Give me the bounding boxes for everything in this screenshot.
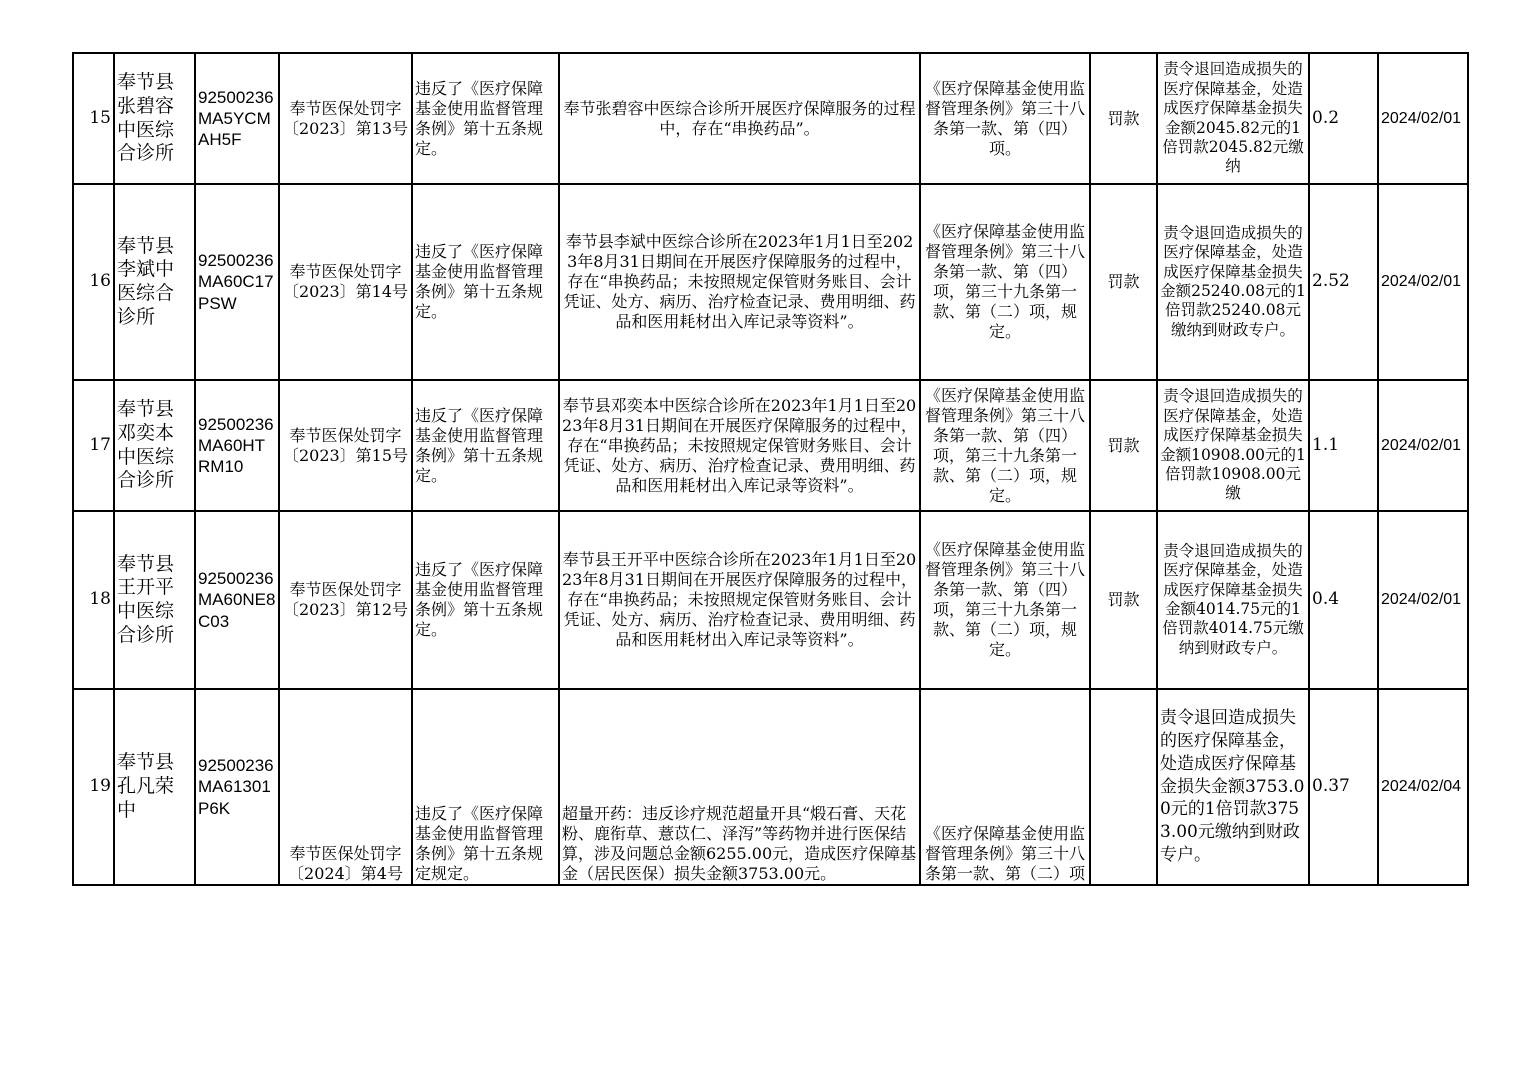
violation-basis: 违反了《医疗保障基金使用监督管理条例》第十五条规定。 (412, 511, 559, 689)
entity-name: 奉节县李斌中医综合诊所 (114, 184, 195, 380)
penalty-amount: 1.1 (1309, 380, 1378, 511)
violation-facts: 奉节县王开平中医综合诊所在2023年1月1日至2023年8月31日期间在开展医疗保障服务的过程中，存在“串换药品；未按照规定保管财务账目、会计凭证、处方、病历、治疗检查记录、费用明细、药品和医用耗材出入库记录等资料”。 (559, 511, 920, 689)
penalty-result (1157, 53, 1309, 184)
row-number: 18 (73, 511, 114, 689)
violation-basis: 违反了《医疗保障基金使用监督管理条例》第十五条规定。 (412, 380, 559, 511)
penalty-date: 2024/02/04 (1378, 689, 1468, 885)
penalty-document-number: 奉节医保处罚字〔2023〕第12号 (279, 511, 412, 689)
table-row (73, 184, 1468, 380)
penalty-law-basis: 《医疗保障基金使用监督管理条例》第三十八条第一款、第（四）项。 (920, 53, 1090, 184)
penalty-law-basis: 《医疗保障基金使用监督管理条例》第三十八条第一款、第（二）项 (920, 689, 1090, 885)
entity-name: 奉节县王开平中医综合诊所 (114, 511, 195, 689)
penalty-type (1090, 689, 1157, 885)
table-row (73, 511, 1468, 689)
penalty-date: 2024/02/01 (1378, 511, 1468, 689)
penalty-result: 责令退回造成损失的医疗保障基金，处造成医疗保障基金损失金额4014.75元的1倍罚款4014.75元缴纳到财政专户。 (1157, 511, 1309, 689)
row-number: 15 (73, 53, 114, 184)
penalty-type: 罚款 (1090, 53, 1157, 184)
table-row (73, 53, 1468, 184)
entity-name: 奉节县邓奕本中医综合诊所 (114, 380, 195, 511)
violation-facts: 奉节张碧容中医综合诊所开展医疗保障服务的过程中，存在“串换药品”。 (559, 53, 920, 184)
penalty-amount: 0.2 (1309, 53, 1378, 184)
penalty-amount: 0.37 (1309, 689, 1378, 885)
table-row (73, 380, 1468, 511)
penalty-table (72, 52, 1469, 886)
penalty-document-number: 奉节医保处罚字〔2023〕第14号 (279, 184, 412, 380)
credit-code: 92500236MA60HTRM10 (195, 380, 279, 511)
violation-facts: 超量开药：违反诊疗规范超量开具“煅石膏、天花粉、鹿衔草、薏苡仁、泽泻”等药物并进行医保结算，涉及问题总金额6255.00元，造成医疗保障基金（居民医保）损失金额3753.00元。 (559, 689, 920, 885)
entity-name: 奉节县张碧容中医综合诊所 (114, 53, 195, 184)
violation-basis: 违反了《医疗保障基金使用监督管理条例》第十五条规定。 (412, 53, 559, 184)
penalty-date: 2024/02/01 (1378, 184, 1468, 380)
row-number: 17 (73, 380, 114, 511)
penalty-document-number: 奉节医保处罚字〔2024〕第4号 (279, 689, 412, 885)
penalty-date: 2024/02/01 (1378, 380, 1468, 511)
credit-code: 92500236MA60NE8C03 (195, 511, 279, 689)
penalty-type: 罚款 (1090, 380, 1157, 511)
penalty-date: 2024/02/01 (1378, 53, 1468, 184)
table-row (73, 689, 1468, 885)
penalty-result-text: 责令退回造成损失的医疗保障基金，处造成医疗保障基金损失金额2045.82元的1倍罚款2045.82元缴纳 (1162, 60, 1304, 176)
penalty-amount: 2.52 (1309, 184, 1378, 380)
entity-name: 奉节县孔凡荣中 (114, 689, 195, 885)
penalty-result (1157, 380, 1309, 511)
violation-facts (559, 380, 920, 511)
penalty-amount: 0.4 (1309, 511, 1378, 689)
violation-facts: 奉节县李斌中医综合诊所在2023年1月1日至2023年8月31日期间在开展医疗保障服务的过程中，存在“串换药品；未按照规定保管财务账目、会计凭证、处方、病历、治疗检查记录、费用明细、药品和医用耗材出入库记录等资料”。 (559, 184, 920, 380)
credit-code: 92500236MA5YCMAH5F (195, 53, 279, 184)
row-number: 16 (73, 184, 114, 380)
row-number: 19 (73, 689, 114, 885)
violation-basis: 违反了《医疗保障基金使用监督管理条例》第十五条规定。 (412, 184, 559, 380)
penalty-type: 罚款 (1090, 184, 1157, 380)
penalty-law-basis: 《医疗保障基金使用监督管理条例》第三十八条第一款、第（四）项，第三十九条第一款、第（二）项，规定。 (920, 511, 1090, 689)
violation-basis: 违反了《医疗保障基金使用监督管理条例》第十五条规定规定。 (412, 689, 559, 885)
violation-facts-text: 奉节县邓奕本中医综合诊所在2023年1月1日至2023年8月31日期间在开展医疗保障服务的过程中，存在“串换药品；未按照规定保管财务账目、会计凭证、处方、病历、治疗检查记录、费用明细、药品和医用耗材出入库记录等资料”。 (562, 395, 917, 495)
penalty-result-text: 责令退回造成损失的医疗保障基金，处造成医疗保障基金损失金额10908.00元的1倍罚款10908.00元缴 (1160, 387, 1306, 503)
penalty-type: 罚款 (1090, 511, 1157, 689)
penalty-document-number: 奉节医保处罚字〔2023〕第15号 (279, 380, 412, 511)
penalty-law-basis (920, 380, 1090, 511)
penalty-document-number: 奉节医保处罚字〔2023〕第13号 (279, 53, 412, 184)
credit-code: 92500236MA61301P6K (195, 689, 279, 885)
penalty-law-basis: 《医疗保障基金使用监督管理条例》第三十八条第一款、第（四）项，第三十九条第一款、第（二）项，规定。 (920, 184, 1090, 380)
penalty-law-basis-text: 《医疗保障基金使用监督管理条例》第三十八条第一款、第（四）项，第三十九条第一款、第（二）项，规定。 (924, 385, 1085, 505)
penalty-result: 责令退回造成损失的医疗保障基金，处造成医疗保障基金损失金额25240.08元的1倍罚款25240.08元缴纳到财政专户。 (1157, 184, 1309, 380)
credit-code: 92500236MA60C17PSW (195, 184, 279, 380)
penalty-result: 责令退回造成损失的医疗保障基金，处造成医疗保障基金损失金额3753.00元的1倍罚款3753.00元缴纳到财政专户。 (1157, 689, 1309, 885)
